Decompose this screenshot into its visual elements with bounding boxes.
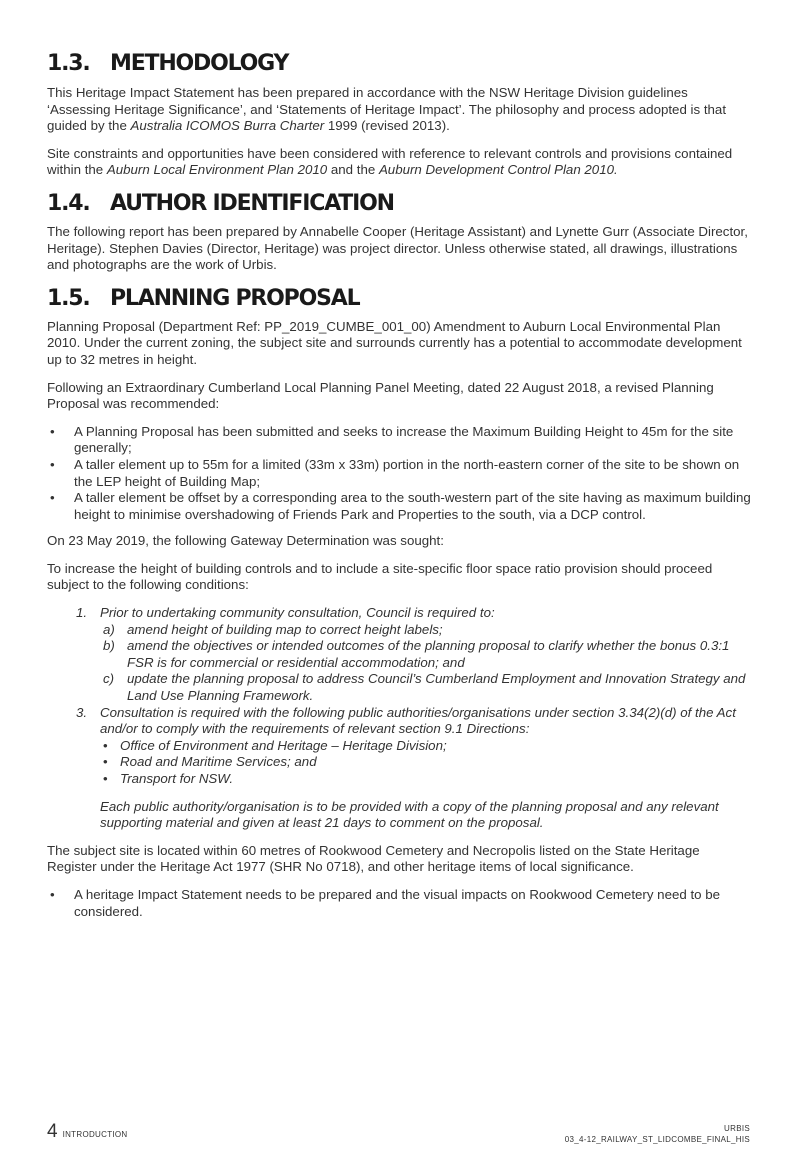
authority-item: • Office of Environment and Heritage – Heritage Division; — [103, 737, 447, 753]
footer-left — [47, 1121, 128, 1143]
section-number: 1.5. — [47, 285, 90, 311]
list-item: • A heritage Impact Statement needs to be prepared and the visual impacts on Rookwood Cemetery need to be considered. — [47, 887, 752, 920]
heading-author-identification — [47, 191, 752, 216]
list-marker: 3. — [76, 704, 88, 720]
condition-3: 3. Consultation is required with the following public authorities/organisations under section 3.34(2)(d) of the Act and/or to comply with the requirements of relevant section 9.1 Directions: — [76, 704, 736, 737]
section-number: 1.3. — [47, 51, 90, 76]
planning-paragraph-4: To increase the height of building controls and to include a site-specific floor space ratio provision should proceed subject to the following conditions: — [47, 560, 713, 593]
heading-methodology — [47, 51, 752, 76]
footer-filename: 03_4-12_RAILWAY_ST_LIDCOMBE_FINAL_HIS — [564, 1134, 750, 1144]
footer-section: INTRODUCTION — [62, 1130, 128, 1139]
section-title: AUTHOR IDENTIFICATION — [110, 190, 394, 216]
list-marker: a) — [103, 621, 115, 637]
list-item: • A Planning Proposal has been submitted and seeks to increase the Maximum Building Height to 45m for the site generally; — [47, 424, 752, 457]
section-number: 1.4. — [47, 190, 90, 216]
proposal-bullet-list — [47, 424, 752, 524]
condition-1: 1. Prior to undertaking community consultation, Council is required to: — [76, 605, 495, 621]
authority-item: • Road and Maritime Services; and — [103, 754, 317, 770]
planning-paragraph-5: The subject site is located within 60 metres of Rookwood Cemetery and Necropolis listed on the State Heritage Register under the Heritage Act 1977 (SHR No 0718), and other heritage items of local significance. — [47, 842, 700, 875]
list-item: • A taller element up to 55m for a limited (33m x 33m) portion in the north-eastern corner of the site to be shown on the LEP height of Building Map; — [47, 457, 752, 490]
list-marker: c) — [103, 671, 115, 687]
conditions-list — [47, 605, 752, 832]
methodology-paragraph-1: This Heritage Impact Statement has been prepared in accordance with the NSW Heritage Division guidelines ‘Assessing Heritage Significance’, and ‘Statements of Heritage Impact’. The philosophy and process adopted is that guided by the Australia ICOMOS Burra Charter 1999 (revised 2013). — [47, 85, 727, 134]
page-number: 4 — [47, 1121, 58, 1142]
planning-paragraph-3: On 23 May 2019, the following Gateway Determination was sought: — [47, 533, 444, 549]
list-marker: b) — [103, 638, 115, 654]
section-title: PLANNING PROPOSAL — [110, 285, 360, 311]
heading-planning-proposal — [47, 286, 752, 311]
condition-1a: a) amend height of building map to correct height labels; — [103, 621, 443, 637]
footer-brand: URBIS — [724, 1124, 750, 1133]
authority-item: • Transport for NSW. — [103, 771, 234, 786]
list-item: • A taller element be offset by a corresponding area to the south-western part of the site having as maximum building height to minimise overshadowing of Friends Park and Properties to the south, via a DCP control. — [47, 490, 752, 523]
planning-paragraph-2: Following an Extraordinary Cumberland Local Planning Panel Meeting, dated 22 August 2018, a revised Planning Proposal was recommended: — [47, 379, 714, 412]
methodology-paragraph-2: Site constraints and opportunities have been considered with reference to relevant controls and provisions contained within the Auburn Local Environment Plan 2010 and the Auburn Development Control Plan 2010. — [47, 145, 733, 178]
heritage-bullet-list — [47, 887, 752, 920]
planning-paragraph-1: Planning Proposal (Department Ref: PP_2019_CUMBE_001_00) Amendment to Auburn Local Environmental Plan 2010. Under the current zoning, the subject site and surrounds currently has a potential to accommodate development up to 32 metres in height. — [47, 318, 742, 367]
list-marker: 1. — [76, 605, 88, 621]
condition-1b: b) amend the objectives or intended outcomes of the planning proposal to clarify whether the bonus 0.3:1 FSR is for commercial or residential accommodation; and — [103, 638, 730, 670]
document-page — [47, 0, 752, 920]
author-paragraph: The following report has been prepared by Annabelle Cooper (Heritage Assistant) and Lynette Gurr (Associate Director, Heritage). Stephen Davies (Director, Heritage) was project director. Unless otherwise stated, all drawings, illustrations and photographs are the work of Urbis. — [47, 223, 748, 273]
authority-note: Each public authority/organisation is to be provided with a copy of the planning proposal and any relevant supporting material and given at least 21 days to comment on the proposal. — [100, 798, 719, 831]
condition-1c: c) update the planning proposal to address Council’s Cumberland Employment and Innovation Strategy and Land Use Planning Framework. — [103, 671, 746, 704]
footer-right — [565, 1124, 750, 1145]
section-title: METHODOLOGY — [110, 51, 289, 76]
